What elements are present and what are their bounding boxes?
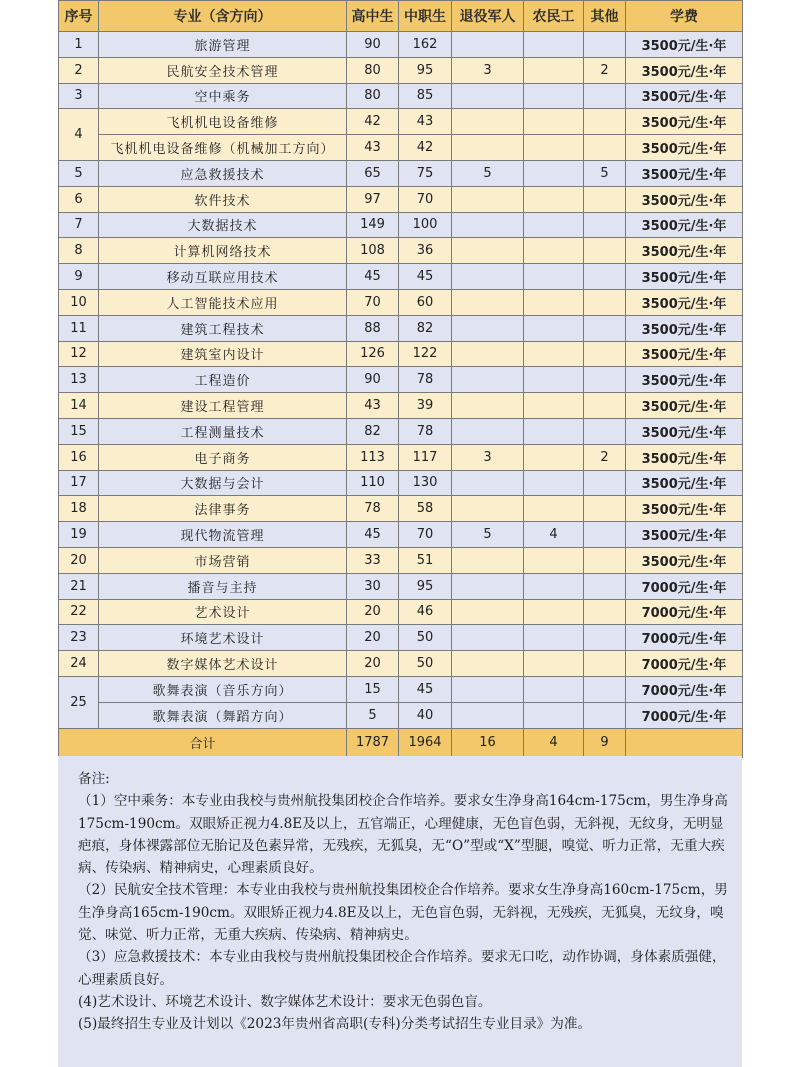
fee-cell: 3500元/生·年: [626, 470, 743, 496]
major-cell: 播音与主持: [99, 573, 347, 599]
migrant-cell: 4: [524, 522, 584, 548]
table-row: [59, 341, 743, 367]
gaozhong-cell: 149: [347, 212, 399, 238]
fee-cell: 3500元/生·年: [626, 186, 743, 212]
zhongzhi-cell: 82: [399, 315, 452, 341]
table-row: [59, 367, 743, 393]
header-major: 专业（含方向）: [99, 1, 347, 32]
table-row: [59, 109, 743, 135]
major-cell: 应急救援技术: [99, 160, 347, 186]
fee-cell: 3500元/生·年: [626, 83, 743, 109]
table-row: [59, 212, 743, 238]
table-row: [59, 651, 743, 677]
seq-cell: 22: [59, 599, 99, 625]
veteran-cell: [452, 367, 524, 393]
zhongzhi-cell: 50: [399, 625, 452, 651]
major-cell: 民航安全技术管理: [99, 57, 347, 83]
fee-cell: 3500元/生·年: [626, 32, 743, 58]
seq-cell: 10: [59, 289, 99, 315]
major-cell: 法律事务: [99, 496, 347, 522]
gaozhong-cell: 30: [347, 573, 399, 599]
zhongzhi-cell: 60: [399, 289, 452, 315]
migrant-cell: [524, 496, 584, 522]
fee-cell: 3500元/生·年: [626, 57, 743, 83]
fee-cell: 3500元/生·年: [626, 135, 743, 161]
zhongzhi-cell: 45: [399, 264, 452, 290]
fee-cell: 3500元/生·年: [626, 496, 743, 522]
fee-cell: 7000元/生·年: [626, 573, 743, 599]
seq-cell: 14: [59, 393, 99, 419]
total-other: 9: [584, 728, 626, 757]
table-row: [59, 238, 743, 264]
fee-cell: 7000元/生·年: [626, 651, 743, 677]
zhongzhi-cell: 85: [399, 83, 452, 109]
fee-cell: 3500元/生·年: [626, 418, 743, 444]
migrant-cell: [524, 160, 584, 186]
migrant-cell: [524, 444, 584, 470]
seq-cell: 19: [59, 522, 99, 548]
fee-cell: 3500元/生·年: [626, 341, 743, 367]
gaozhong-cell: 80: [347, 57, 399, 83]
major-cell: 数字媒体艺术设计: [99, 651, 347, 677]
seq-cell: 23: [59, 625, 99, 651]
seq-cell: 18: [59, 496, 99, 522]
gaozhong-cell: 43: [347, 393, 399, 419]
seq-cell: 25: [59, 676, 99, 728]
veteran-cell: [452, 470, 524, 496]
fee-cell: 3500元/生·年: [626, 315, 743, 341]
zhongzhi-cell: 75: [399, 160, 452, 186]
migrant-cell: [524, 393, 584, 419]
zhongzhi-cell: 95: [399, 57, 452, 83]
seq-cell: 21: [59, 573, 99, 599]
major-cell: 歌舞表演（舞蹈方向）: [99, 702, 347, 728]
fee-cell: 3500元/生·年: [626, 109, 743, 135]
migrant-cell: [524, 599, 584, 625]
gaozhong-cell: 33: [347, 547, 399, 573]
migrant-cell: [524, 651, 584, 677]
major-cell: 软件技术: [99, 186, 347, 212]
table-body: [59, 32, 743, 729]
fee-cell: 3500元/生·年: [626, 289, 743, 315]
veteran-cell: [452, 83, 524, 109]
veteran-cell: [452, 186, 524, 212]
veteran-cell: 3: [452, 57, 524, 83]
migrant-cell: [524, 341, 584, 367]
major-cell: 空中乘务: [99, 83, 347, 109]
fee-cell: 3500元/生·年: [626, 522, 743, 548]
veteran-cell: [452, 496, 524, 522]
header-veteran: 退役军人: [452, 1, 524, 32]
gaozhong-cell: 20: [347, 599, 399, 625]
other-cell: [584, 83, 626, 109]
seq-cell: 12: [59, 341, 99, 367]
other-cell: [584, 109, 626, 135]
gaozhong-cell: 80: [347, 83, 399, 109]
major-cell: 大数据与会计: [99, 470, 347, 496]
table-row: [59, 676, 743, 702]
major-cell: 歌舞表演（音乐方向）: [99, 676, 347, 702]
other-cell: 2: [584, 444, 626, 470]
veteran-cell: [452, 393, 524, 419]
migrant-cell: [524, 470, 584, 496]
fee-cell: 3500元/生·年: [626, 367, 743, 393]
gaozhong-cell: 113: [347, 444, 399, 470]
veteran-cell: [452, 109, 524, 135]
other-cell: [584, 393, 626, 419]
migrant-cell: [524, 264, 584, 290]
veteran-cell: [452, 651, 524, 677]
table-row: [59, 470, 743, 496]
table-row: [59, 599, 743, 625]
other-cell: [584, 676, 626, 702]
major-cell: 市场营销: [99, 547, 347, 573]
header-zhongzhi: 中职生: [399, 1, 452, 32]
zhongzhi-cell: 100: [399, 212, 452, 238]
major-cell: 飞机机电设备维修: [99, 109, 347, 135]
migrant-cell: [524, 702, 584, 728]
fee-cell: 7000元/生·年: [626, 599, 743, 625]
other-cell: [584, 702, 626, 728]
seq-cell: 8: [59, 238, 99, 264]
major-cell: 飞机机电设备维修（机械加工方向）: [99, 135, 347, 161]
table-row: [59, 573, 743, 599]
seq-cell: 11: [59, 315, 99, 341]
gaozhong-cell: 126: [347, 341, 399, 367]
other-cell: [584, 341, 626, 367]
other-cell: [584, 522, 626, 548]
zhongzhi-cell: 50: [399, 651, 452, 677]
gaozhong-cell: 42: [347, 109, 399, 135]
zhongzhi-cell: 40: [399, 702, 452, 728]
migrant-cell: [524, 238, 584, 264]
major-cell: 工程造价: [99, 367, 347, 393]
zhongzhi-cell: 70: [399, 522, 452, 548]
major-cell: 现代物流管理: [99, 522, 347, 548]
table-row: [59, 702, 743, 728]
major-cell: 人工智能技术应用: [99, 289, 347, 315]
total-veteran: 16: [452, 728, 524, 757]
seq-cell: 20: [59, 547, 99, 573]
gaozhong-cell: 90: [347, 367, 399, 393]
veteran-cell: 3: [452, 444, 524, 470]
gaozhong-cell: 82: [347, 418, 399, 444]
other-cell: [584, 599, 626, 625]
other-cell: [584, 625, 626, 651]
table-row: [59, 496, 743, 522]
gaozhong-cell: 65: [347, 160, 399, 186]
other-cell: [584, 367, 626, 393]
veteran-cell: [452, 573, 524, 599]
zhongzhi-cell: 51: [399, 547, 452, 573]
other-cell: [584, 547, 626, 573]
seq-cell: 2: [59, 57, 99, 83]
veteran-cell: [452, 599, 524, 625]
major-cell: 计算机网络技术: [99, 238, 347, 264]
migrant-cell: [524, 186, 584, 212]
other-cell: [584, 186, 626, 212]
other-cell: [584, 496, 626, 522]
note-item: （3）应急救援技术：本专业由我校与贵州航投集团校企合作培养。要求无口吃，动作协调，身体素质强健，心理素质良好。: [78, 949, 726, 988]
fee-cell: 3500元/生·年: [626, 444, 743, 470]
zhongzhi-cell: 46: [399, 599, 452, 625]
seq-cell: 7: [59, 212, 99, 238]
gaozhong-cell: 5: [347, 702, 399, 728]
gaozhong-cell: 88: [347, 315, 399, 341]
header-other: 其他: [584, 1, 626, 32]
table-row: [59, 160, 743, 186]
table-row: [59, 289, 743, 315]
gaozhong-cell: 97: [347, 186, 399, 212]
note-item: （1）空中乘务：本专业由我校与贵州航投集团校企合作培养。要求女生净身高164cm-175cm，男生净身高175cm-190cm。双眼矫正视力4.8E及以上，五官端正，心理健康，无色盲色弱，无斜视，无纹身，无明显疤痕，身体裸露部位无胎记及色素异常，无残疾，无狐臭，无“O”型或“X”型腿，嗅觉、听力正常，无重大疾病、传染病、精神病史，心理素质良好。: [78, 793, 728, 877]
zhongzhi-cell: 70: [399, 186, 452, 212]
zhongzhi-cell: 122: [399, 341, 452, 367]
veteran-cell: [452, 238, 524, 264]
gaozhong-cell: 45: [347, 264, 399, 290]
zhongzhi-cell: 117: [399, 444, 452, 470]
zhongzhi-cell: 95: [399, 573, 452, 599]
zhongzhi-cell: 43: [399, 109, 452, 135]
major-cell: 建筑工程技术: [99, 315, 347, 341]
zhongzhi-cell: 36: [399, 238, 452, 264]
table-row: [59, 393, 743, 419]
seq-cell: 4: [59, 109, 99, 161]
seq-cell: 5: [59, 160, 99, 186]
note-item: (5)最终招生专业及计划以《2023年贵州省高职(专科)分类考试招生专业目录》为准。: [78, 1016, 592, 1033]
gaozhong-cell: 20: [347, 651, 399, 677]
migrant-cell: [524, 547, 584, 573]
migrant-cell: [524, 289, 584, 315]
table-row: [59, 315, 743, 341]
other-cell: 2: [584, 57, 626, 83]
major-cell: 艺术设计: [99, 599, 347, 625]
zhongzhi-cell: 45: [399, 676, 452, 702]
other-cell: [584, 573, 626, 599]
gaozhong-cell: 43: [347, 135, 399, 161]
gaozhong-cell: 90: [347, 32, 399, 58]
other-cell: [584, 418, 626, 444]
header-fee: 学费: [626, 1, 743, 32]
migrant-cell: [524, 32, 584, 58]
migrant-cell: [524, 109, 584, 135]
major-cell: 建筑室内设计: [99, 341, 347, 367]
veteran-cell: [452, 625, 524, 651]
gaozhong-cell: 110: [347, 470, 399, 496]
table-row: [59, 32, 743, 58]
table-row: [59, 57, 743, 83]
veteran-cell: [452, 289, 524, 315]
fee-cell: 3500元/生·年: [626, 238, 743, 264]
header-seq: 序号: [59, 1, 99, 32]
note-item: (4)艺术设计、环境艺术设计、数字媒体艺术设计：要求无色弱色盲。: [78, 993, 492, 1010]
total-migrant: 4: [524, 728, 584, 757]
major-cell: 电子商务: [99, 444, 347, 470]
zhongzhi-cell: 58: [399, 496, 452, 522]
major-cell: 移动互联应用技术: [99, 264, 347, 290]
veteran-cell: 5: [452, 160, 524, 186]
veteran-cell: [452, 418, 524, 444]
veteran-cell: [452, 264, 524, 290]
veteran-cell: [452, 702, 524, 728]
enrollment-plan-table: [58, 0, 743, 758]
major-cell: 大数据技术: [99, 212, 347, 238]
zhongzhi-cell: 78: [399, 367, 452, 393]
major-cell: 环境艺术设计: [99, 625, 347, 651]
other-cell: [584, 315, 626, 341]
other-cell: [584, 32, 626, 58]
table-row: [59, 522, 743, 548]
seq-cell: 15: [59, 418, 99, 444]
zhongzhi-cell: 42: [399, 135, 452, 161]
gaozhong-cell: 70: [347, 289, 399, 315]
other-cell: [584, 135, 626, 161]
seq-cell: 13: [59, 367, 99, 393]
seq-cell: 3: [59, 83, 99, 109]
fee-cell: 3500元/生·年: [626, 160, 743, 186]
veteran-cell: [452, 315, 524, 341]
header-migrant: 农民工: [524, 1, 584, 32]
other-cell: [584, 470, 626, 496]
fee-cell: 7000元/生·年: [626, 702, 743, 728]
migrant-cell: [524, 57, 584, 83]
other-cell: [584, 264, 626, 290]
zhongzhi-cell: 39: [399, 393, 452, 419]
gaozhong-cell: 108: [347, 238, 399, 264]
zhongzhi-cell: 130: [399, 470, 452, 496]
seq-cell: 24: [59, 651, 99, 677]
seq-cell: 9: [59, 264, 99, 290]
fee-cell: 3500元/生·年: [626, 264, 743, 290]
migrant-cell: [524, 573, 584, 599]
table-row: [59, 625, 743, 651]
notes-title: 备注:: [78, 771, 110, 787]
note-item: （2）民航安全技术管理：本专业由我校与贵州航投集团校企合作培养。要求女生净身高160cm-175cm，男生净身高165cm-190cm。双眼矫正视力4.8E及以上，无色盲色弱，无斜视，无残疾，无狐臭，无纹身，嗅觉、味觉、听力正常，无重大疾病、传染病、精神病史。: [78, 882, 728, 944]
total-gaozhong: 1787: [347, 728, 399, 757]
veteran-cell: [452, 547, 524, 573]
enrollment-table-wrapper: [58, 0, 742, 758]
seq-cell: 1: [59, 32, 99, 58]
gaozhong-cell: 20: [347, 625, 399, 651]
gaozhong-cell: 15: [347, 676, 399, 702]
total-row: [59, 728, 743, 757]
major-cell: 工程测量技术: [99, 418, 347, 444]
veteran-cell: [452, 32, 524, 58]
migrant-cell: [524, 135, 584, 161]
table-row: [59, 418, 743, 444]
seq-cell: 6: [59, 186, 99, 212]
zhongzhi-cell: 78: [399, 418, 452, 444]
gaozhong-cell: 78: [347, 496, 399, 522]
migrant-cell: [524, 418, 584, 444]
migrant-cell: [524, 315, 584, 341]
other-cell: [584, 238, 626, 264]
fee-cell: 3500元/生·年: [626, 393, 743, 419]
veteran-cell: [452, 341, 524, 367]
migrant-cell: [524, 625, 584, 651]
migrant-cell: [524, 212, 584, 238]
total-zhongzhi: 1964: [399, 728, 452, 757]
table-row: [59, 83, 743, 109]
major-cell: 建设工程管理: [99, 393, 347, 419]
gaozhong-cell: 45: [347, 522, 399, 548]
migrant-cell: [524, 676, 584, 702]
migrant-cell: [524, 83, 584, 109]
other-cell: 5: [584, 160, 626, 186]
veteran-cell: 5: [452, 522, 524, 548]
table-row: [59, 186, 743, 212]
notes-section: [58, 756, 742, 1067]
veteran-cell: [452, 676, 524, 702]
seq-cell: 17: [59, 470, 99, 496]
major-cell: 旅游管理: [99, 32, 347, 58]
zhongzhi-cell: 162: [399, 32, 452, 58]
fee-cell: 3500元/生·年: [626, 547, 743, 573]
seq-cell: 16: [59, 444, 99, 470]
header-gaozhong: 高中生: [347, 1, 399, 32]
total-fee: [626, 728, 743, 757]
other-cell: [584, 212, 626, 238]
total-label: 合计: [59, 728, 347, 757]
veteran-cell: [452, 212, 524, 238]
fee-cell: 7000元/生·年: [626, 625, 743, 651]
table-row: [59, 135, 743, 161]
table-header-row: [59, 1, 743, 32]
table-row: [59, 444, 743, 470]
table-row: [59, 264, 743, 290]
migrant-cell: [524, 367, 584, 393]
fee-cell: 7000元/生·年: [626, 676, 743, 702]
table-row: [59, 547, 743, 573]
other-cell: [584, 651, 626, 677]
other-cell: [584, 289, 626, 315]
veteran-cell: [452, 135, 524, 161]
fee-cell: 3500元/生·年: [626, 212, 743, 238]
